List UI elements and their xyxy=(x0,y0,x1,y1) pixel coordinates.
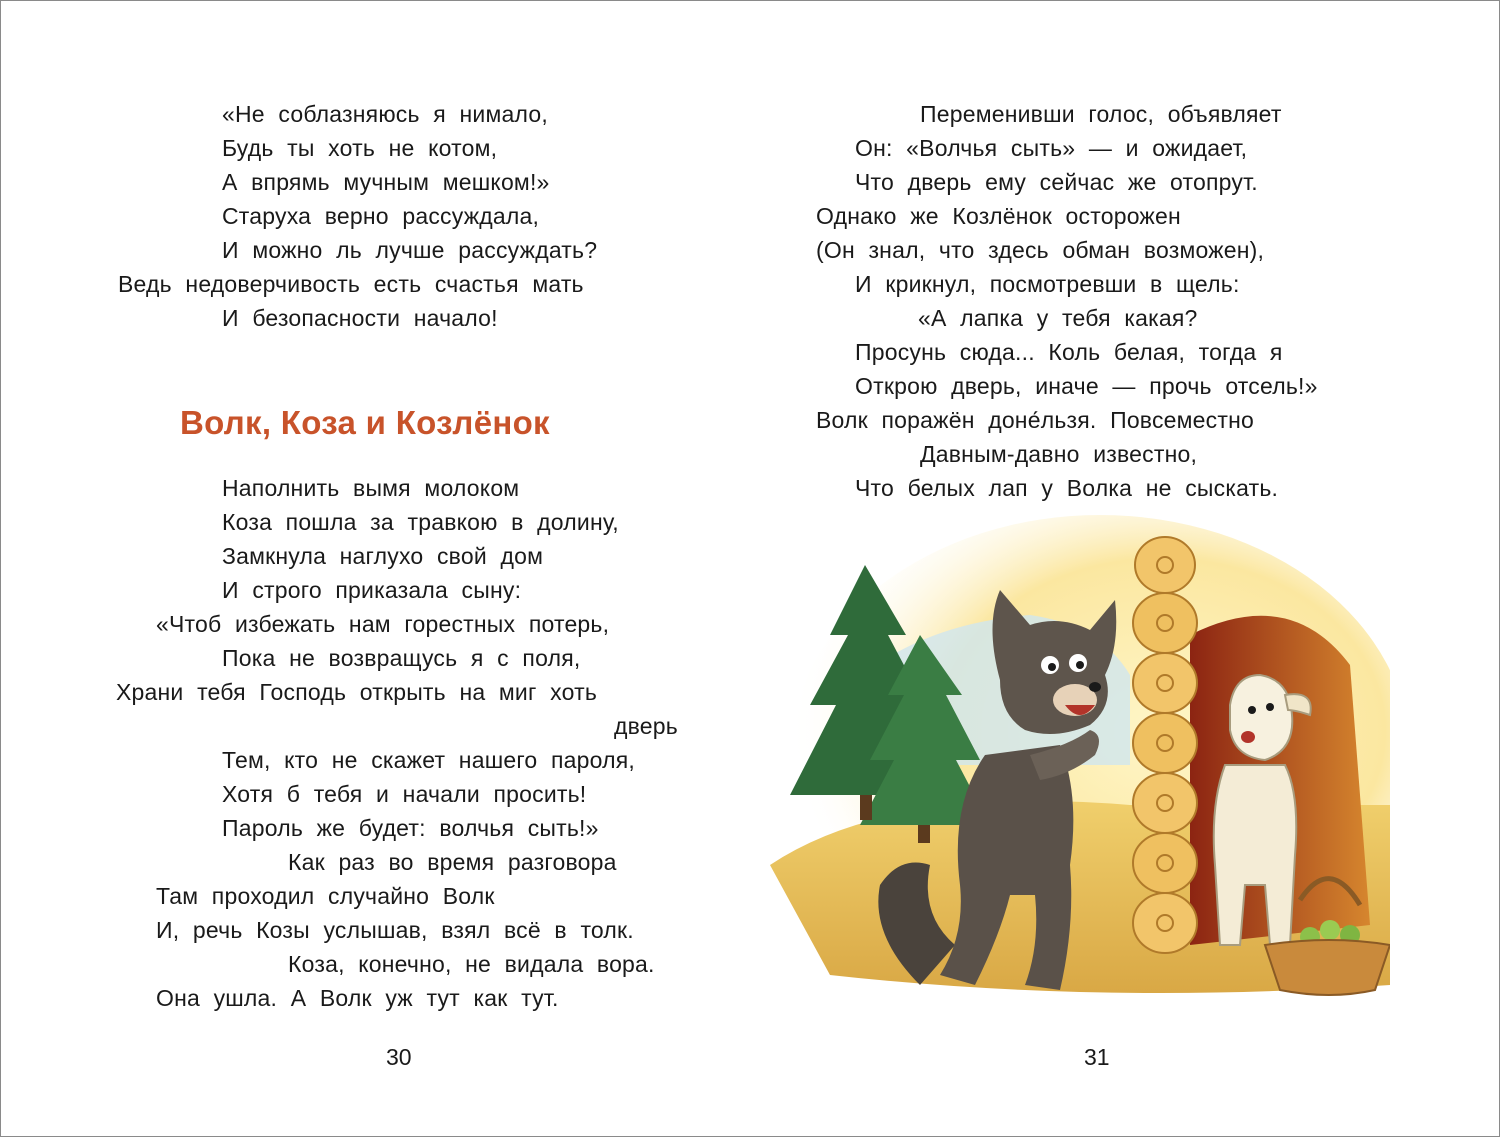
verse-line: Хотя б тебя и начали просить! xyxy=(222,781,587,807)
verse-line: дверь xyxy=(614,713,678,739)
verse-line: И крикнул, посмотревши в щель: xyxy=(855,271,1240,297)
verse-line: Старуха верно рассуждала, xyxy=(222,203,540,229)
verse-line: Пароль же будет: волчья сыть!» xyxy=(222,815,599,841)
verse-line: «Не соблазняюсь я нимало, xyxy=(222,101,548,127)
verse-line: Что дверь ему сейчас же отопрут. xyxy=(855,169,1258,195)
verse-line: Просунь сюда... Коль белая, тогда я xyxy=(855,339,1283,365)
verse-line: Храни тебя Господь открыть на миг хоть xyxy=(116,679,598,705)
verse-line: Коза, конечно, не видала вора. xyxy=(288,951,655,977)
verse-line: Наполнить вымя молоком xyxy=(222,475,520,501)
verse-line: И, речь Козы услышав, взял всё в толк. xyxy=(156,917,634,943)
verse-line: Тем, кто не скажет нашего пароля, xyxy=(222,747,635,773)
verse-line: «Чтоб избежать нам горестных потерь, xyxy=(156,611,610,637)
verse-line: «А лапка у тебя какая? xyxy=(918,305,1198,331)
verse-line: Она ушла. А Волк уж тут как тут. xyxy=(156,985,559,1011)
verse-line: Давным-давно известно, xyxy=(920,441,1198,467)
verse-line: И строго приказала сыну: xyxy=(222,577,522,603)
verse-line: Что белых лап у Волка не сыскать. xyxy=(855,475,1279,501)
verse-line: Там проходил случайно Волк xyxy=(156,883,495,909)
page-number-left: 30 xyxy=(386,1044,412,1070)
verse-line: Открою дверь, иначе — прочь отсель!» xyxy=(855,373,1318,399)
verse-line: Однако же Козлёнок осторожен xyxy=(816,203,1181,229)
verse-line: Как раз во время разговора xyxy=(288,849,617,875)
verse-line: А впрямь мучным мешком!» xyxy=(222,169,550,195)
verse-line: Он: «Волчья сыть» — и ожидает, xyxy=(855,135,1248,161)
verse-line: Пока не возвращусь я с поля, xyxy=(222,645,581,671)
verse-line: И безопасности начало! xyxy=(222,305,498,331)
fable-title: Волк, Коза и Козлёнок xyxy=(180,404,550,441)
verse-line: Будь ты хоть не котом, xyxy=(222,135,498,161)
verse-line: Переменивши голос, объявляет xyxy=(920,101,1282,127)
verse-line: (Он знал, что здесь обман возможен), xyxy=(816,237,1265,263)
page-number-right: 31 xyxy=(1084,1044,1110,1070)
verse-line: Замкнула наглухо свой дом xyxy=(222,543,544,569)
verse-line: И можно ль лучше рассуждать? xyxy=(222,237,598,263)
wolf-and-kid-illustration xyxy=(770,505,1390,1010)
verse-line: Ведь недоверчивость есть счастья мать xyxy=(118,271,584,297)
verse-line: Волк поражён доне́льзя. Повсеместно xyxy=(816,407,1254,433)
verse-line: Коза пошла за травкою в долину, xyxy=(222,509,619,535)
